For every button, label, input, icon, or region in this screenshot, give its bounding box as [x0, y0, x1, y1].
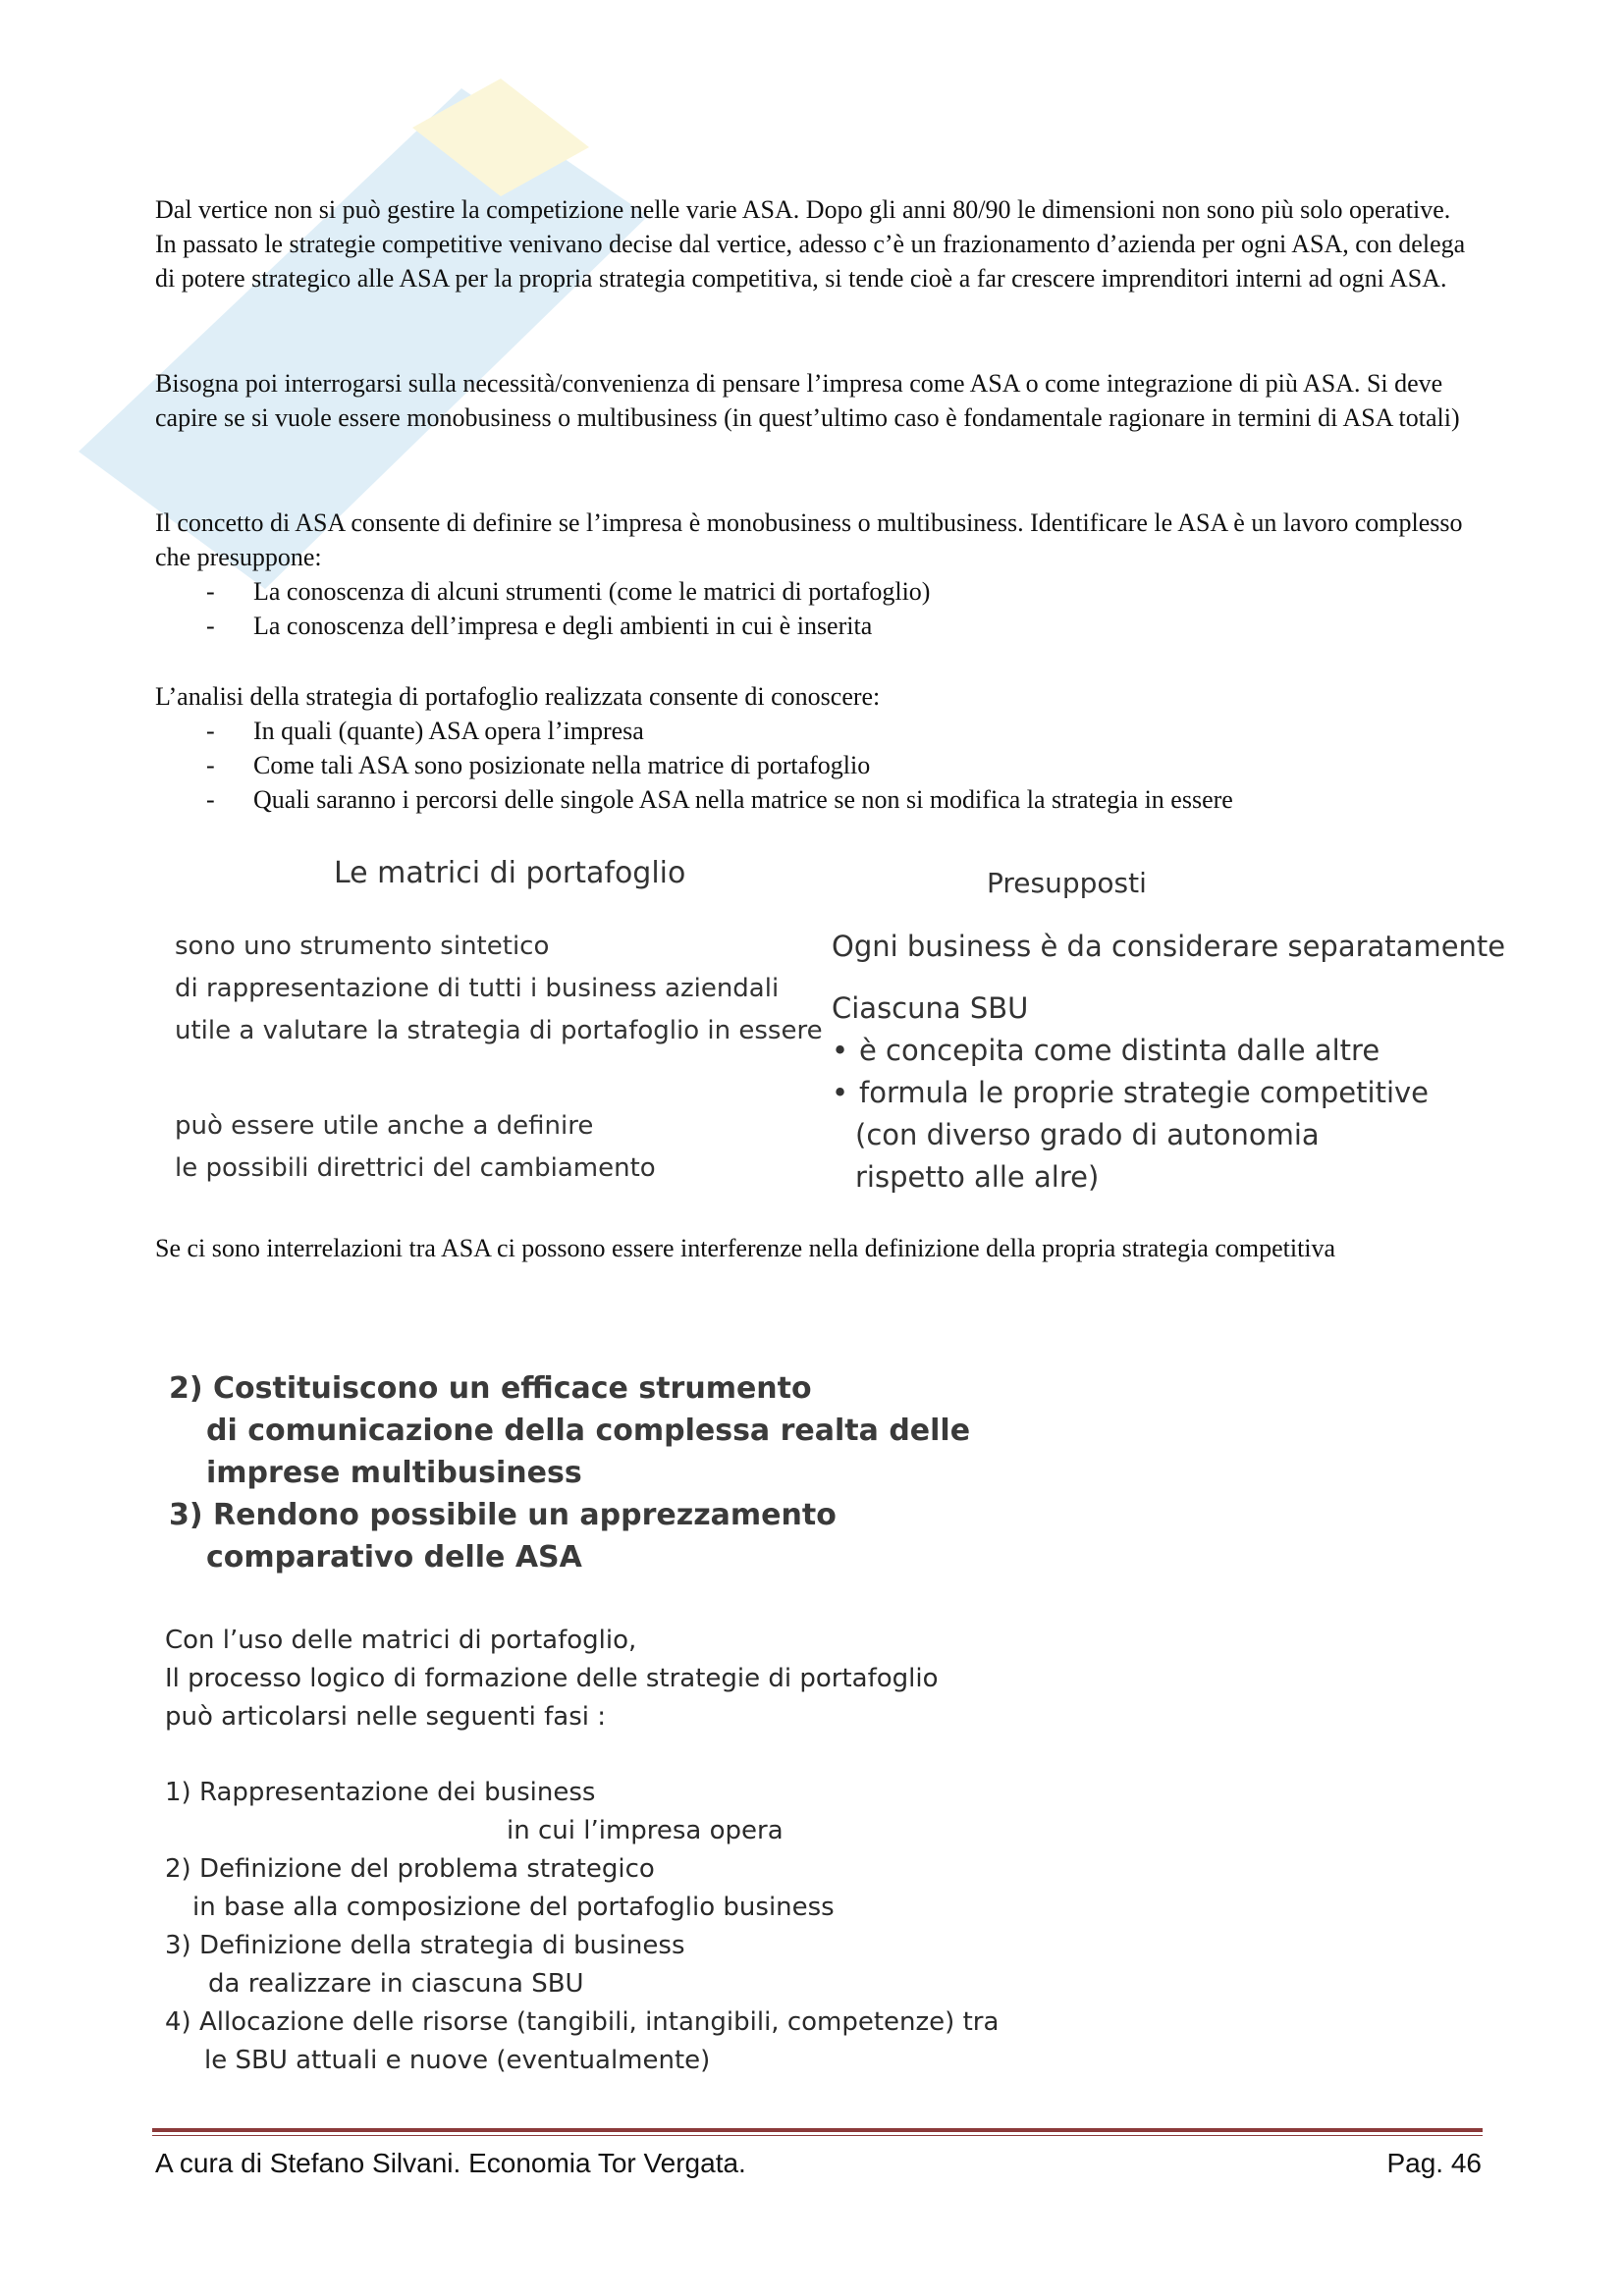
- slide1-left-line: di rappresentazione di tutti i business aziendali: [175, 974, 780, 1003]
- slide2-line: imprese multibusiness: [206, 1456, 582, 1490]
- list-item: - Quali saranno i percorsi delle singole ASA nella matrice se non si modifica la strategia in essere: [155, 782, 1476, 817]
- slide3-step: 1) Rappresentazione dei business: [165, 1778, 596, 1807]
- slide3-intro-line: Con l’uso delle matrici di portafoglio,: [165, 1626, 637, 1655]
- paragraph-5: [155, 1231, 1476, 1265]
- page-number: Pag. 46: [1386, 2148, 1482, 2178]
- slide3-step: in base alla composizione del portafoglio business: [192, 1893, 835, 1922]
- slide1-title-right: Presupposti: [987, 867, 1147, 899]
- slide3-step: 3) Definizione della strategia di business: [165, 1931, 685, 1960]
- slide1-left-line: le possibili direttrici del cambiamento: [175, 1153, 656, 1183]
- slide3-step: 2) Definizione del problema strategico: [165, 1854, 655, 1884]
- slide3-step: le SBU attuali e nuove (eventualmente): [204, 2046, 711, 2075]
- list-item: - La conoscenza di alcuni strumenti (come le matrici di portafoglio): [155, 574, 1476, 609]
- slide3-step-tra: tra: [962, 2007, 1000, 2037]
- slide3-intro-line: Il processo logico di formazione delle strategie di portafoglio: [165, 1664, 939, 1693]
- paragraph-2-text: Bisogna poi interrogarsi sulla necessità/convenienza di pensare l’impresa come ASA o come integrazione di più ASA. Si deve capire se si vuole essere monobusiness o multibusiness (in quest’ultimo caso è fondamentale ragionare in termini di ASA totali): [155, 369, 1460, 432]
- slide1-right-line: (con diverso grado di autonomia: [855, 1118, 1320, 1151]
- slide1-right-bullet: • formula le proprie strategie competitive: [832, 1072, 1505, 1114]
- slide1-left-column: [175, 926, 823, 1190]
- paragraph-3: [155, 506, 1476, 643]
- slide2-line: comparativo delle ASA: [206, 1540, 582, 1575]
- paragraph-3-text: Il concetto di ASA consente di definire se l’impresa è monobusiness o multibusiness. Identificare le ASA è un lavoro complesso che presuppone:: [155, 508, 1463, 571]
- slide1-right-column: [832, 926, 1505, 1199]
- slide1-left-line: può essere utile anche a definire: [175, 1111, 594, 1141]
- slide1-right-line: Ogni business è da considerare separatamente: [832, 930, 1506, 963]
- slide1-title-left: Le matrici di portafoglio: [334, 856, 686, 890]
- slide1-right-line: rispetto alle alre): [855, 1160, 1100, 1194]
- slide3-content: [165, 1622, 999, 2080]
- slide1-right-line: Ciascuna SBU: [832, 991, 1029, 1025]
- paragraph-5-text: Se ci sono interrelazioni tra ASA ci possono essere interferenze nella definizione della propria strategia competitiva: [155, 1234, 1336, 1262]
- slide3-intro-line: può articolarsi nelle seguenti fasi :: [165, 1702, 607, 1732]
- footer-rule-thin: [152, 2135, 1483, 2136]
- paragraph-1: [155, 192, 1476, 295]
- paragraph-4-text: L’analisi della strategia di portafoglio realizzata consente di conoscere:: [155, 682, 881, 711]
- slide2-line: 3) Rendono possibile un apprezzamento: [169, 1498, 837, 1532]
- paragraph-3-bullets: [155, 574, 1476, 643]
- paragraph-2: [155, 366, 1476, 435]
- footer-rule: [152, 2128, 1483, 2132]
- list-item: - La conoscenza dell’impresa e degli ambienti in cui è inserita: [155, 609, 1476, 643]
- slide2-line: di comunicazione della complessa realta delle: [206, 1414, 971, 1448]
- slide3-step: in cui l’impresa opera: [507, 1816, 784, 1845]
- list-item: - In quali (quante) ASA opera l’impresa: [155, 714, 1476, 748]
- slide1-left-line: sono uno strumento sintetico: [175, 932, 550, 961]
- paragraph-1-text: Dal vertice non si può gestire la competizione nelle varie ASA. Dopo gli anni 80/90 le dimensioni non sono più solo operative. In passato le strategie competitive venivano decise dal vertice, adesso c’è un frazionamento d’azienda per ogni ASA, con delega di potere strategico alle ASA per la propria strategia competitiva, si tende cioè a far crescere imprenditori interni ad ogni ASA.: [155, 195, 1466, 293]
- slide3-step: [165, 2003, 999, 2042]
- list-item: - Come tali ASA sono posizionate nella matrice di portafoglio: [155, 748, 1476, 782]
- footer-author: A cura di Stefano Silvani. Economia Tor Vergata.: [155, 2148, 746, 2178]
- slide3-step: da realizzare in ciascuna SBU: [208, 1969, 584, 1999]
- slide2-line: 2) Costituiscono un efficace strumento: [169, 1371, 812, 1406]
- paragraph-4: [155, 679, 1476, 817]
- slide1-left-line: utile a valutare la strategia di portafoglio in essere: [175, 1016, 823, 1045]
- paragraph-4-bullets: [155, 714, 1476, 817]
- slide2-list: [169, 1367, 970, 1578]
- slide3-step-text: 4) Allocazione delle risorse (tangibili, intangibili, competenze): [165, 2007, 955, 2037]
- slide1-right-bullet: • è concepita come distinta dalle altre: [832, 1030, 1505, 1072]
